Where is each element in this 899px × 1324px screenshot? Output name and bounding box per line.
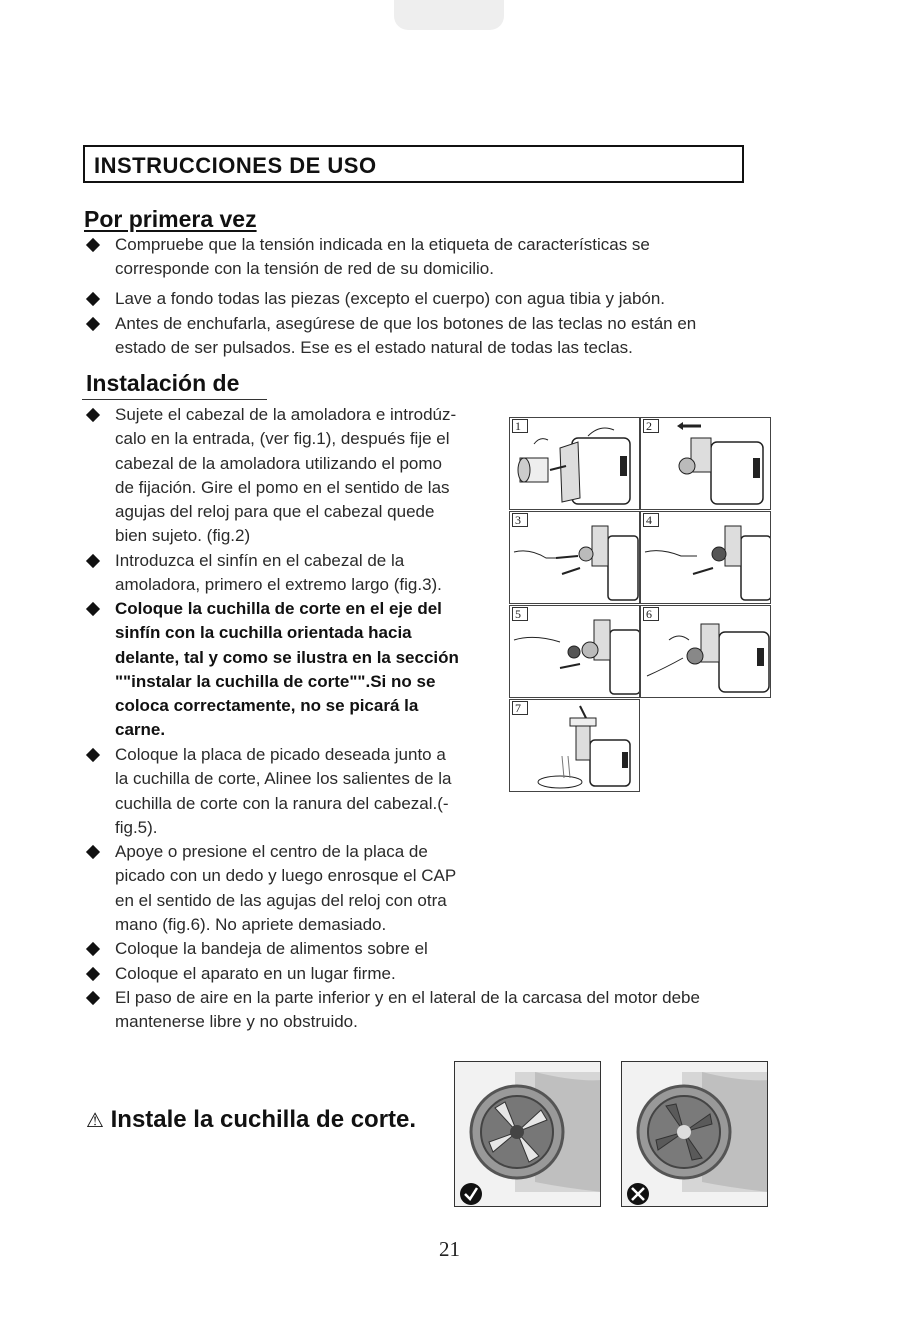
text-line: ""instalar la cuchilla de corte"".Si no se — [115, 671, 436, 691]
text-line: sinfín con la cuchilla orientada hacia — [115, 623, 412, 643]
diamond-bullet-icon — [86, 554, 101, 569]
diamond-bullet-icon — [86, 408, 101, 423]
list-item-text — [115, 233, 650, 282]
figure-2 — [640, 417, 771, 510]
figure-number: 4 — [643, 513, 659, 527]
text-line: mantenerse libre y no obstruido. — [115, 1012, 358, 1032]
page-number: 21 — [439, 1237, 460, 1261]
text-line: Compruebe que la tensión indicada en la etiqueta de características se — [115, 235, 650, 254]
blade-photo-incorrect — [621, 1061, 768, 1207]
heading-first-time: Por primera vez — [84, 206, 257, 232]
text-line: Coloque el aparato en un lugar firme. — [115, 964, 396, 983]
list-item-text — [115, 312, 696, 361]
figure-5 — [509, 605, 640, 698]
figure-7 — [509, 699, 640, 792]
grinder-illustration — [510, 418, 640, 510]
list-item-text — [115, 986, 700, 1035]
warning-text: Instale la cuchilla de corte. — [110, 1106, 417, 1133]
section-title-box — [83, 145, 744, 183]
figure-1 — [509, 417, 640, 510]
text-line: estado de ser pulsados. Ese es el estado natural de todas las teclas. — [115, 338, 633, 358]
figure-number: 7 — [512, 701, 528, 715]
grinder-illustration — [510, 512, 640, 604]
list-item-text — [115, 287, 665, 311]
text-line: Antes de enchufarla, asegúrese de que los botones de las teclas no están en — [115, 314, 697, 333]
list-item-text — [115, 962, 396, 986]
figure-number: 2 — [643, 419, 659, 433]
text-line: coloca correctamente, no se picará la — [115, 696, 419, 716]
text-line: agujas del reloj para que el cabezal quede — [115, 502, 435, 522]
grinder-illustration — [641, 512, 771, 604]
heading-installation: Instalación de — [86, 370, 240, 396]
text-line: Apoye o presione el centro de la placa de — [115, 842, 428, 861]
grinder-illustration — [641, 418, 771, 510]
diamond-bullet-icon — [86, 602, 101, 617]
list-item-text — [115, 549, 442, 598]
text-line: la cuchilla de corte, Alinee los salientes de la — [115, 769, 452, 789]
text-line: Coloque la cuchilla de corte en el eje del — [115, 599, 442, 618]
diamond-bullet-icon — [86, 292, 101, 307]
diamond-bullet-icon — [86, 967, 101, 982]
grinder-illustration — [510, 700, 640, 792]
list-item-text — [115, 403, 456, 549]
list-item-text — [115, 840, 456, 937]
text-line: Coloque la placa de picado deseada junto a — [115, 745, 446, 764]
text-line: carne. — [115, 720, 166, 740]
blade-incorrect-image — [622, 1062, 768, 1207]
warning-icon: ⚠ — [86, 1110, 104, 1132]
text-line: corresponde con la tensión de red de su domicilio. — [115, 259, 494, 279]
grinder-illustration — [641, 606, 771, 698]
page-tab-decoration — [394, 0, 504, 30]
figure-number: 3 — [512, 513, 528, 527]
text-line: fig.5). — [115, 817, 158, 837]
heading-rule — [82, 399, 267, 400]
figure-3 — [509, 511, 640, 604]
page-title: INSTRUCCIONES DE USO — [94, 153, 377, 178]
diamond-bullet-icon — [86, 317, 101, 332]
text-line: picado con un dedo y luego enrosque el CAP — [115, 866, 457, 886]
list-item-text — [115, 597, 459, 743]
list-item-text — [115, 937, 428, 961]
text-line: mano (fig.6). No apriete demasiado. — [115, 914, 387, 934]
diamond-bullet-icon — [86, 991, 101, 1006]
text-line: El paso de aire en la parte inferior y en el lateral de la carcasa del motor debe — [115, 988, 700, 1007]
text-line: calo en la entrada, (ver fig.1), después fije el — [115, 429, 450, 449]
text-line: Lave a fondo todas las piezas (excepto el cuerpo) con agua tibia y jabón. — [115, 289, 666, 308]
figure-4 — [640, 511, 771, 604]
diamond-bullet-icon — [86, 748, 101, 763]
diamond-bullet-icon — [86, 942, 101, 957]
text-line: cuchilla de corte con la ranura del cabezal.(- — [115, 793, 449, 813]
blade-correct-image — [455, 1062, 601, 1207]
text-line: en el sentido de las agujas del reloj con otra — [115, 890, 447, 910]
text-line: Introduzca el sinfín en el cabezal de la — [115, 551, 405, 570]
text-line: de fijación. Gire el pomo en el sentido de las — [115, 477, 450, 497]
grinder-illustration — [510, 606, 640, 698]
text-line: Coloque la bandeja de alimentos sobre el — [115, 939, 428, 958]
text-line: amoladora, primero el extremo largo (fig.3). — [115, 575, 442, 595]
diamond-bullet-icon — [86, 238, 101, 253]
figure-number: 1 — [512, 419, 528, 433]
text-line: Sujete el cabezal de la amoladora e introdúz- — [115, 405, 457, 424]
warning-heading — [86, 1106, 416, 1134]
text-line: bien sujeto. (fig.2) — [115, 526, 251, 546]
figure-number: 5 — [512, 607, 528, 621]
figure-6 — [640, 605, 771, 698]
blade-photo-correct — [454, 1061, 601, 1207]
text-line: cabezal de la amoladora utilizando el pomo — [115, 453, 442, 473]
text-line: delante, tal y como se ilustra en la sección — [115, 647, 459, 667]
list-item-text — [115, 743, 451, 840]
diamond-bullet-icon — [86, 845, 101, 860]
figure-number: 6 — [643, 607, 659, 621]
